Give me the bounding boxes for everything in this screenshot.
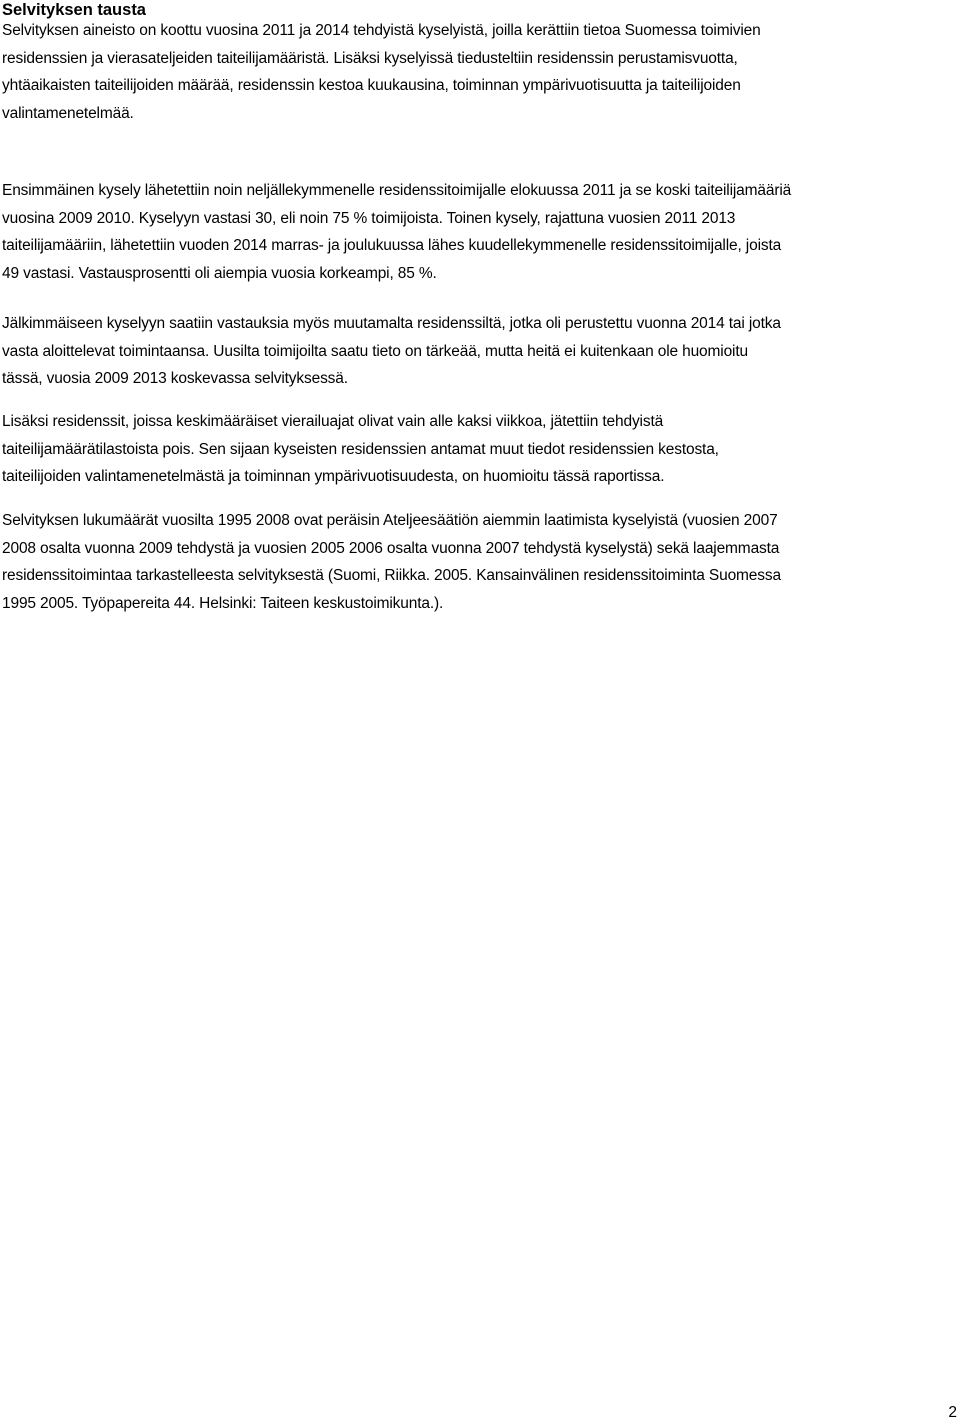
paragraph-exclusions bbox=[2, 408, 954, 491]
paragraph-line: residenssien ja vierasateljeiden taiteilijamääristä. Lisäksi kyselyissä tiedusteltiin residenssin perustamisvuotta, bbox=[2, 49, 738, 67]
paragraph-line: vasta aloittelevat toimintaansa. Uusilta toimijoilta saatu tieto on tärkeää, mutta heitä ei kuitenkaan ole huomioitu bbox=[2, 342, 748, 360]
paragraph-line: vuosina 2009 2010. Kyselyyn vastasi 30, eli noin 75 % toimijoista. Toinen kysely, rajattuna vuosien 2011 2013 bbox=[2, 209, 736, 227]
paragraph-line: 49 vastasi. Vastausprosentti oli aiempia vuosia korkeampi, 85 %. bbox=[2, 264, 437, 282]
paragraph-line: taiteilijamäärätilastoista pois. Sen sijaan kyseisten residenssien antamat muut tiedot residenssien kestosta, bbox=[2, 440, 719, 458]
paragraph-line: tässä, vuosia 2009 2013 koskevassa selvityksessä. bbox=[2, 370, 348, 387]
paragraph-surveys bbox=[2, 177, 954, 287]
page-number: 2 bbox=[948, 1404, 957, 1421]
paragraph-line: 2008 osalta vuonna 2009 tehdystä ja vuosien 2005 2006 osalta vuonna 2007 tehdystä kyselystä) sekä laajemmasta bbox=[2, 539, 780, 557]
paragraph-line: valintamenetelmää. bbox=[2, 104, 134, 122]
paragraph-line: taiteilijoiden valintamenetelmästä ja toiminnan ympärivuotisuudesta, on huomioitu tässä raportissa. bbox=[2, 468, 665, 485]
paragraph-line: Selvityksen lukumäärät vuosilta 1995 2008 ovat peräisin Ateljeesäätiön aiemmin laatimista kyselyistä (vuosien 2007 bbox=[2, 512, 778, 529]
paragraph-new-residencies bbox=[2, 310, 954, 393]
paragraph-line: 1995 2005. Työpapereita 44. Helsinki: Taiteen keskustoimikunta.). bbox=[2, 594, 444, 612]
paragraph-line: Lisäksi residenssit, joissa keskimääräiset vierailuajat olivat vain alle kaksi viikkoa, jätettiin tehdyistä bbox=[2, 413, 664, 430]
paragraph-line: Ensimmäinen kysely lähetettiin noin neljällekymmenelle residenssitoimijalle elokuussa 2011 ja se koski taiteilijamääriä bbox=[2, 182, 792, 199]
paragraph-line: residenssitoimintaa tarkastelleesta selvityksestä (Suomi, Riikka. 2005. Kansainvälinen residenssitoiminta Suomessa bbox=[2, 567, 781, 584]
paragraph-line: yhtäaikaisten taiteilijoiden määrää, residenssin kestoa kuukausina, toiminnan ympärivuotisuutta ja taiteilijoiden bbox=[2, 77, 741, 94]
paragraph-line: Selvityksen aineisto on koottu vuosina 2011 ja 2014 tehdyistä kyselyistä, joilla kerättiin tietoa Suomessa toimivien bbox=[2, 22, 761, 39]
section-heading: Selvityksen tausta bbox=[2, 1, 146, 19]
paragraph-historical-sources bbox=[2, 507, 954, 617]
paragraph-data-sources bbox=[2, 17, 954, 127]
paragraph-line: Jälkimmäiseen kyselyyn saatiin vastauksia myös muutamalta residenssiltä, jotka oli perustettu vuonna 2014 tai jotka bbox=[2, 315, 781, 332]
paragraph-line: taiteilijamääriin, lähetettiin vuoden 2014 marras- ja joulukuussa lähes kuudellekymmenelle residenssitoimijalle, joista bbox=[2, 237, 782, 254]
